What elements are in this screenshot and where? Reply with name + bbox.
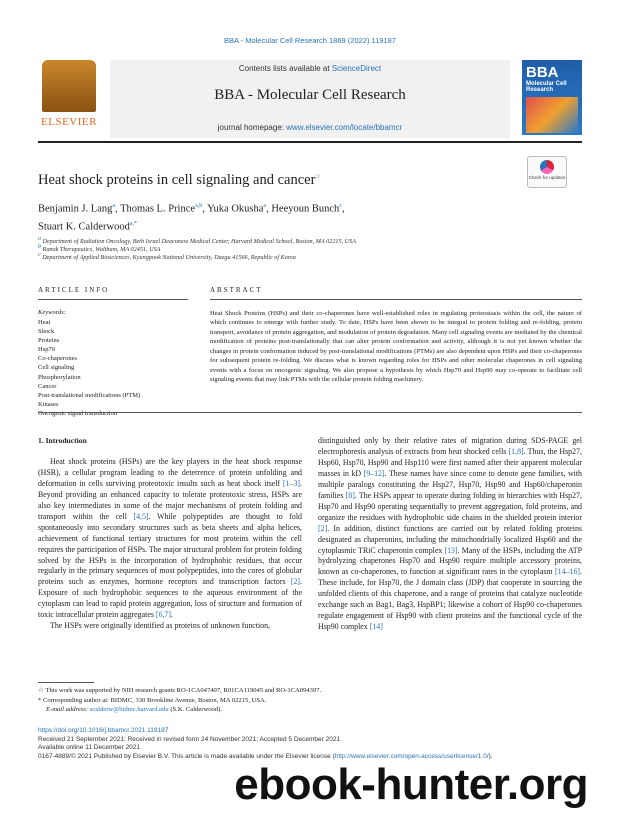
email-link[interactable]: scalderw@bidmc.harvard.edu (89, 706, 169, 714)
homepage-link[interactable]: www.elsevier.com/locate/bbamcr (286, 123, 403, 132)
title-footnote-mark[interactable]: ☆ (315, 174, 321, 181)
keyword: Phosphorylation (38, 373, 81, 381)
paragraph-text: . (171, 610, 173, 620)
keyword: Kinases (38, 400, 59, 408)
homepage-prefix: journal homepage: (217, 123, 287, 132)
paragraph-text: . In addition, distinct functions are carried out by related folding proteins designated as chaperonins, including the mitochondrially localized Hsp60 and the cytoplasmic TRiC chaperonin complex (318, 523, 582, 555)
citation-link[interactable]: [2] (290, 577, 301, 587)
paragraph-text: . While polypeptides are thought to fold spontaneously into secondary structures such as beta sheets and alpha helices, achievement of functional tertiary structures for most proteins within the cell requires the participation of HSPs. The major structural problem for protein folding solved by the HSPs is the incorporation of hydrophobic residues, that occur regularly in the primary sequences of most polypeptides, into the cores of globular proteins such as enzymes, hormone receptors and transcription factors (38, 511, 302, 587)
corresponding-text: Corresponding author at: BIDMC, 330 Brookline Avenue, Boston, MA 02215, USA. (42, 696, 267, 704)
running-title: BBA - Molecular Cell Research 1869 (2022) 119187 (223, 36, 397, 45)
body-column-right (318, 436, 582, 633)
keyword-list (38, 318, 188, 418)
citation-link[interactable]: [1–3] (282, 478, 301, 488)
author-name: Thomas L. Prince (120, 203, 196, 215)
footnote-rule (38, 682, 94, 683)
affiliation-mark: b (38, 244, 41, 250)
author-affiliation-mark[interactable]: a,* (129, 220, 138, 227)
author-separator: , (115, 203, 121, 215)
keyword: Post-translational modifications (PTM) (38, 391, 141, 399)
article-info-heading: ARTICLE INFO (38, 286, 110, 294)
contents-prefix: Contents lists available at (238, 64, 332, 73)
funding-text: This work was supported by NIH research grants RO-1CA047407, R01CA119045 and RO-1CA094397. (45, 687, 322, 694)
contents-line (110, 64, 510, 73)
body-column-left (38, 436, 302, 632)
author-name: Stuart K. Calderwood (38, 221, 130, 232)
license-suffix: ). (488, 753, 493, 761)
cover-image (526, 97, 578, 133)
citation-link[interactable]: [2] (318, 523, 328, 533)
citation-link[interactable]: [14] (369, 622, 383, 632)
footnote-mark: * (38, 696, 42, 704)
citation-link[interactable]: [8] (345, 490, 355, 500)
abstract-text: Heat Shock Proteins (HSPs) and their co-chaperones have well-established roles in regulating proteostasis within the cell, the nature of which continues to emerge with further study. To date, HSPs have been shown to be integral to protein folding and re-folding, protein transport, avoidance of protein aggregation, and modulation of protein degradation. Many cell signaling events are mediated by the chemical modification of proteins post-translationally that can alter protein conformation and activity, although it is not yet known whether the changes in protein conformation induced by post-translational modifications (PTMs) are also dependent upon HSPs and their co-chaperones for subsequent protein re-folding. We discuss what is known regarding roles for HSPs and other molecular chaperones in cell signaling events with a focus on oncogenic signaling. We also propose a hypothesis by which Hsp70 and Hsp90 may co-operate to facilitate cell signaling events that may link PTMs with the cellular protein folding machinery. (210, 310, 582, 384)
sciencedirect-link[interactable]: ScienceDirect (331, 64, 382, 73)
keyword: Cancer (38, 382, 57, 390)
affiliation-text: Department of Applied Biosciences, Kyungpook National University, Daegu 41566, Republic of Korea (42, 254, 296, 262)
keyword: Shock (38, 328, 55, 336)
journal-title: BBA - Molecular Cell Research (214, 87, 406, 103)
email-suffix: (S.K. Calderwood). (168, 706, 222, 714)
corresponding-footnote (38, 696, 582, 706)
citation-link[interactable]: [13] (444, 545, 458, 555)
license-link[interactable]: http://www.elsevier.com/open-access/userlicense/1.0/ (334, 753, 489, 761)
cover-subtitle: Molecular Cell Research (526, 81, 567, 93)
affiliation-mark: c (38, 252, 41, 258)
article-title (38, 172, 508, 189)
abstract-heading: ABSTRACT (210, 286, 263, 294)
homepage-line (110, 123, 510, 132)
elsevier-logo (38, 60, 100, 135)
footnotes (38, 686, 582, 715)
intro-paragraph-1 (38, 457, 302, 621)
paragraph-text: Heat shock proteins (HSPs) are the key players in the heat shock response (HSR), a cellular program leading to the deterrence of protein unfolding and deformation in cells surviving proteotoxic insults such as heat shock itself (38, 456, 302, 488)
citation-link[interactable]: [14–16] (555, 567, 581, 577)
elsevier-tree-icon (42, 60, 96, 112)
journal-cover (522, 60, 582, 135)
info-rule (38, 299, 188, 300)
paragraph-text: . Beyond providing an enhanced capacity to tolerate proteotoxic stress, HSPs are also key intermediates in some of the major mechanisms of protein folding and transport within the cell (38, 478, 302, 521)
author-separator: , (266, 203, 272, 215)
keyword: Hsp70 (38, 346, 55, 354)
article-title-text: Heat shock proteins in cell signaling and cancer (38, 172, 316, 188)
affiliation-text: Department of Radiation Oncology, Beth Israel Deaconess Medical Center, Harvard Medical School, Boston, MA 02215, USA (42, 238, 356, 246)
author-separator: , (341, 203, 345, 215)
abstract-rule (210, 299, 582, 300)
funding-footnote (38, 686, 582, 696)
license-prefix: 0167-4889/© 2021 Published by Elsevier B.V. This article is made available under the Elsevier license ( (38, 753, 335, 761)
author-affiliation-mark[interactable]: a,b (195, 203, 203, 209)
updates-label: Check for updates (528, 175, 566, 180)
elsevier-wordmark: ELSEVIER (41, 116, 97, 128)
abstract-bottom-rule (38, 412, 582, 413)
affiliation-mark: a (38, 236, 41, 242)
author-list (38, 199, 508, 234)
citation-link[interactable]: [6,7] (155, 610, 171, 620)
paragraph-text: . These names have since come to denote gene families, with multiple paralogs constituting the Hsp27, Hsp70, Hsp90 and Hsp60/chaperonin families (318, 468, 582, 500)
paragraph-text: distinguished only by their relative rates of migration during SDS-PAGE gel electrophoresis analysis of extracts from heat shocked cells (318, 436, 582, 456)
publication-info (38, 727, 582, 762)
author-affiliation-mark[interactable]: a (263, 203, 267, 209)
paragraph-text: . Many of the HSPs, including the ATP hydrolyzing chaperones Hsp70 and Hsp90 require multiple accessory proteins, known as co-chaperones, to function at significant rates in the cytoplasm (318, 545, 582, 577)
citation-link[interactable]: [4,5] (133, 511, 149, 521)
email-footnote (38, 705, 582, 715)
masthead-rule (38, 141, 582, 143)
available-online: Available online 11 December 2021 (38, 744, 141, 752)
keyword: Co-chaperones (38, 355, 77, 363)
intro-paragraph-continued (318, 436, 582, 633)
doi-link[interactable]: https://doi.org/10.1016/j.bbamcr.2021.119187 (38, 727, 169, 734)
citation-link[interactable]: [1,8] (508, 446, 524, 456)
paragraph-text: . Exposure of such hydrophobic sequences to the aqueous environment of the cytoplasm can lead to rapid protein aggregation, loss of structure and formation of toxic intracellular protein aggregates (38, 577, 302, 620)
cover-title: BBA (526, 64, 559, 81)
keyword: Cell signaling (38, 364, 75, 372)
keyword: Proteins (38, 337, 60, 345)
author-affiliation-mark[interactable]: a (112, 203, 116, 209)
check-for-updates-badge[interactable] (527, 156, 567, 188)
footnote-mark: ☆ (38, 687, 44, 694)
paragraph-text: . These include, for Hsp70, the J domain class (JDP) that cooperate in sourcing the unfolded clients of this chaperone, and a range of proteins that catalyze nucleotide exchange such as Bag1, Bag3, HspBP1; likewise a cohort of Hsp90 co-chaperones regulate engagement of Hsp90 with client proteins and the functional cycle of the Hsp90 complex (318, 567, 582, 632)
paragraph-text: . Thus, the Hsp27, Hsp60, Hsp70, Hsp90 and Hsp110 were first named after their apparent molecular masses in kD (318, 446, 582, 478)
email-label: E-mail address: (46, 706, 90, 714)
section-heading: 1. Introduction (38, 436, 87, 445)
keyword: Heat (38, 319, 51, 326)
author-separator: , (202, 203, 208, 215)
intro-paragraph-2: The HSPs were originally identified as proteins of unknown function, (50, 621, 271, 631)
updates-icon (540, 160, 554, 174)
keyword: Oncogenic signal transduction (38, 409, 118, 417)
received-dates: Received 21 September 2021; Received in revised form 24 November 2021; Accepted 5 December 2021 (38, 735, 341, 743)
affiliation-c (38, 252, 558, 261)
author-name: Yuka Okusha (207, 203, 264, 215)
affiliation-text: Ranok Therapeutics, Waltham, MA 02451, USA (42, 246, 161, 254)
author-name: Benjamin J. Lang (38, 203, 113, 215)
citation-link[interactable]: [9–12] (363, 468, 385, 478)
author-name: Heeyoun Bunch (271, 203, 340, 215)
author-affiliation-mark[interactable]: c (339, 203, 342, 209)
paragraph-text: . The HSPs appear to operate during folding in hierarchies with Hsp27, Hsp70 and Hsp90 operating sequentially to prevent aggregation, fold proteins, and organize the residues with hydrophobic side chains in the shielded protein interior (318, 490, 582, 522)
watermark: ebook-hunter.org (234, 760, 588, 809)
keywords-label: Keywords: (38, 309, 66, 316)
